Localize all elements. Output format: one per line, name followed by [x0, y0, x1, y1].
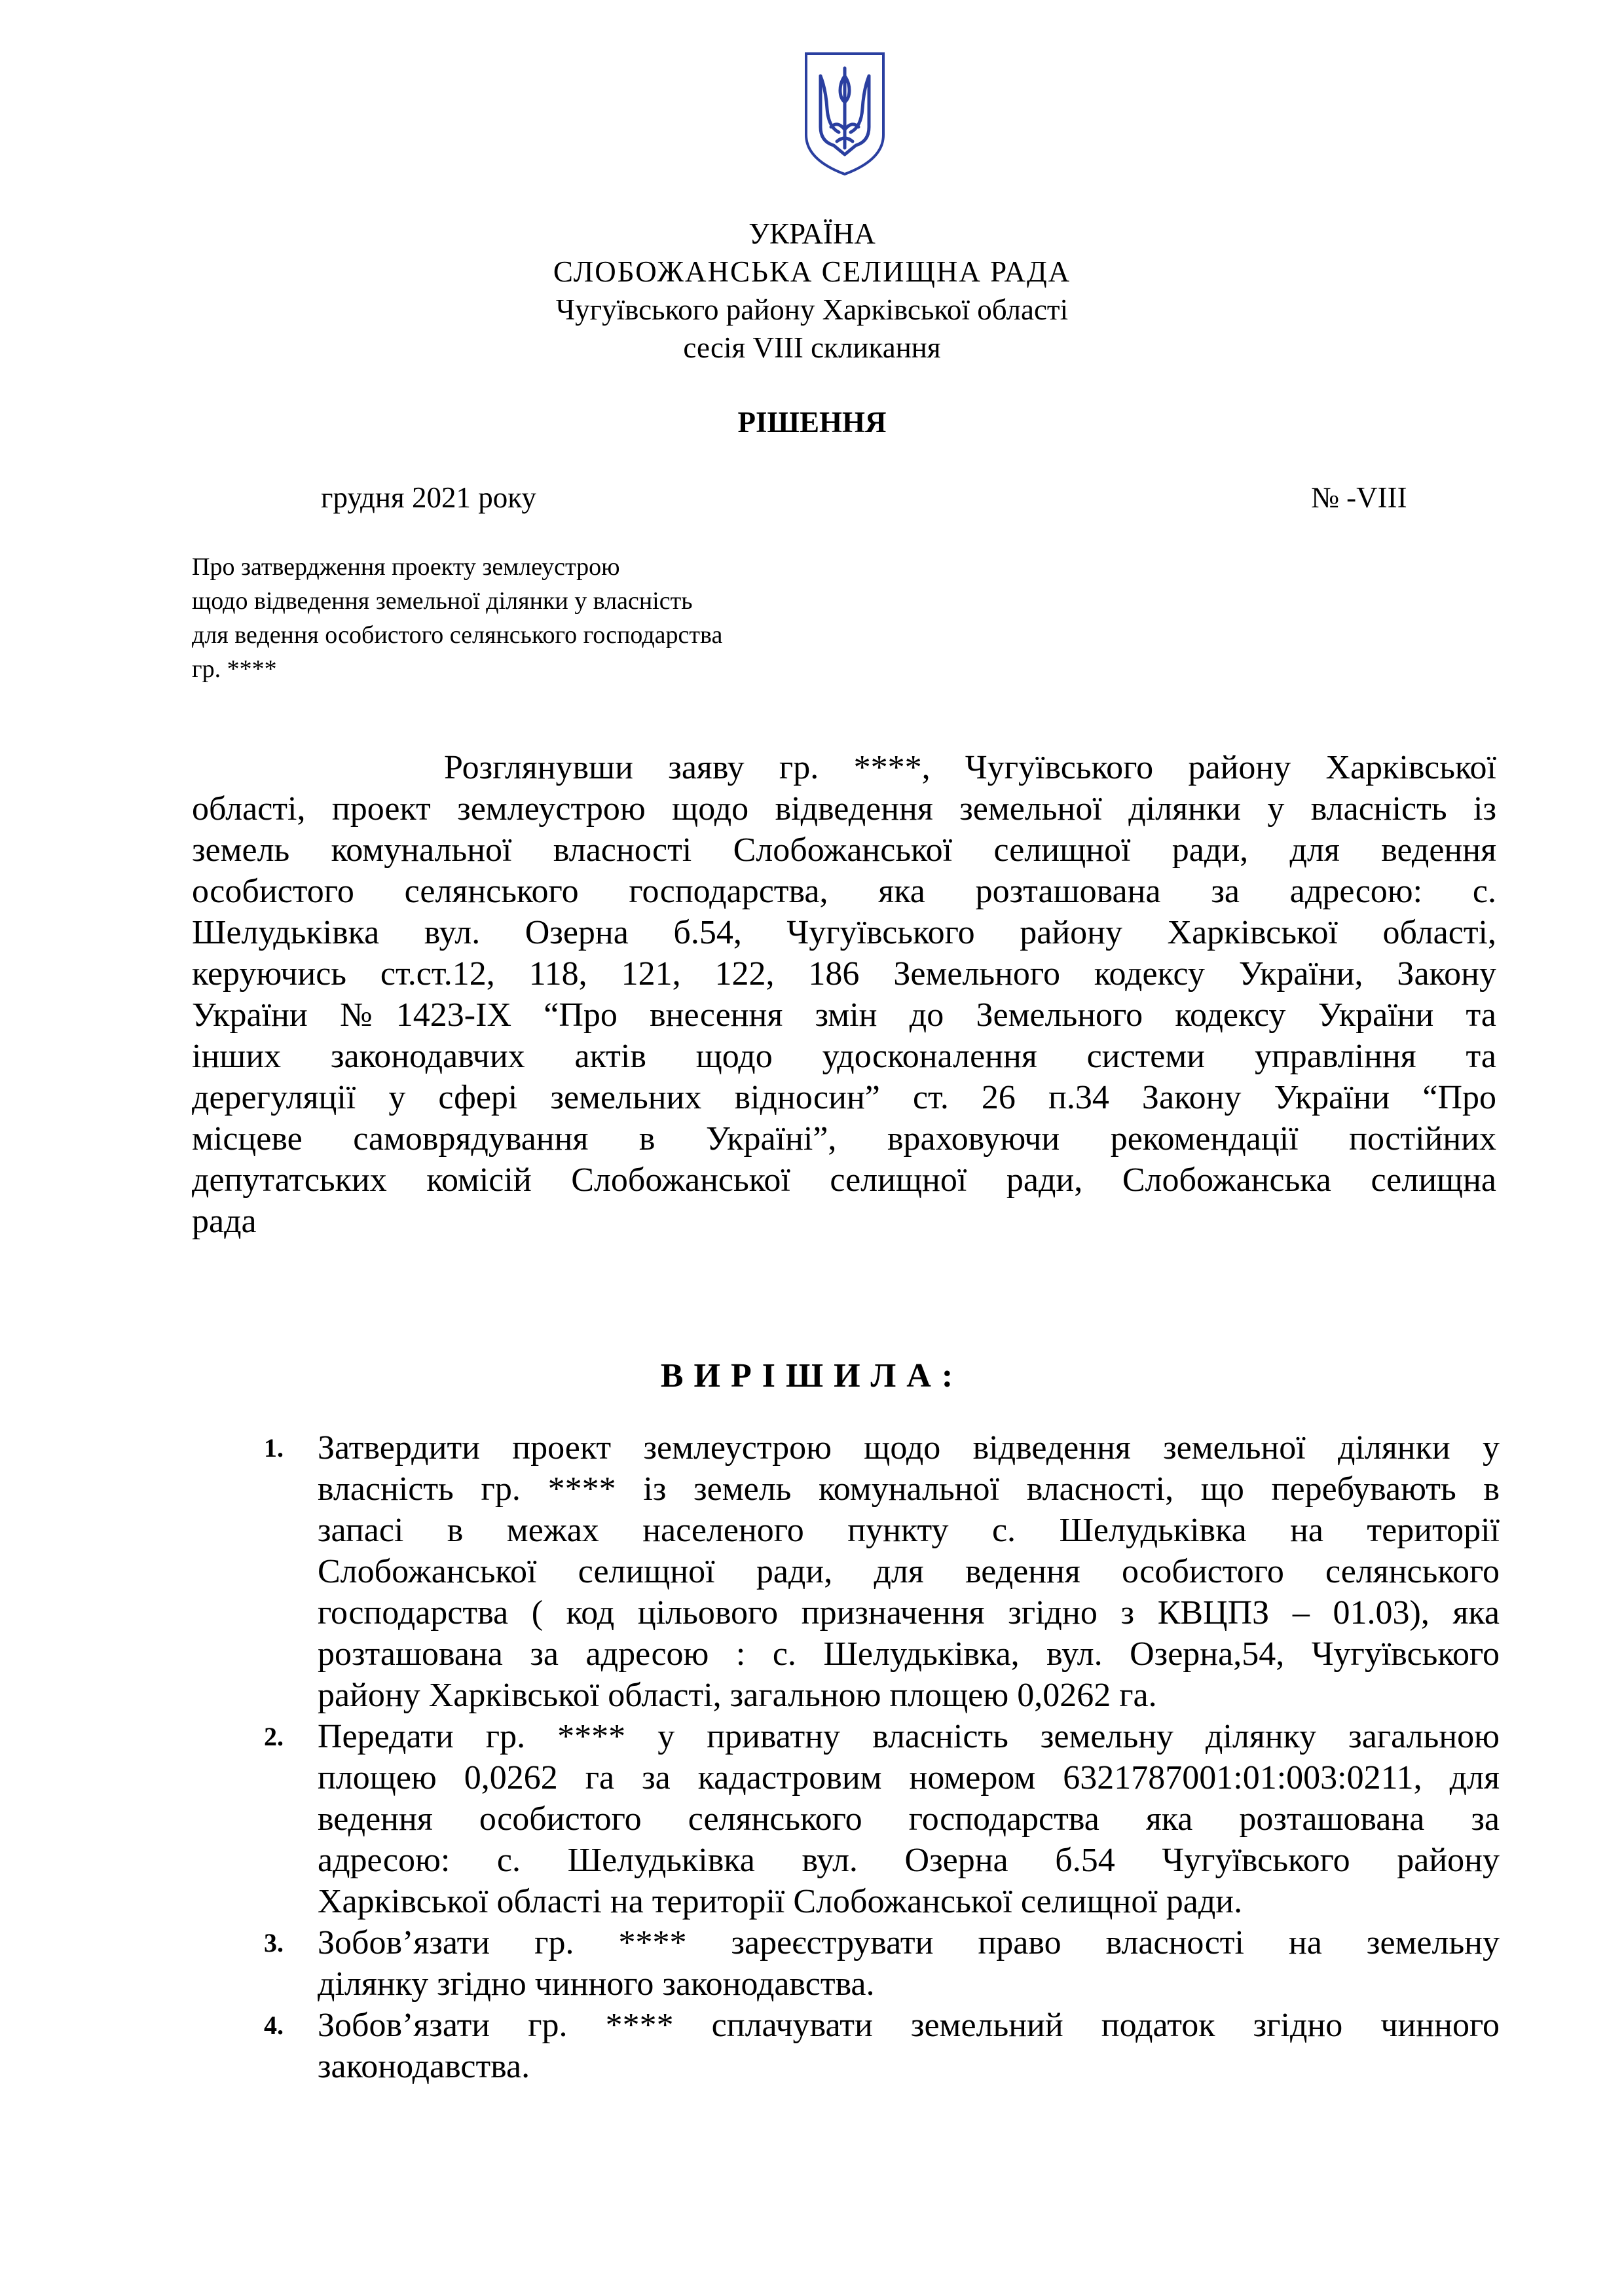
preamble-line: області, проект землеустрою щодо відведення земельної ділянки у власність із [192, 790, 1496, 828]
district-name: Чугуївського району Харківської області [555, 293, 1069, 326]
preamble-line: Шелудьківка вул. Озерна б.54, Чугуївського району Харківської області, [192, 914, 1496, 951]
preamble-line: рада [192, 1203, 257, 1240]
item-line: ведення особистого селянського господарства яка розташована за [318, 1800, 1500, 1838]
decision-number: № -VIII [1311, 481, 1407, 514]
coat-of-arms-icon [801, 50, 889, 178]
preamble-line: України №1423-IX “Про внесення змін до Земельного кодексу України та [192, 996, 1496, 1034]
decision-subject [192, 550, 1109, 686]
item-line: адресою: с. Шелудьківка вул. Озерна б.54 Чугуївського району [318, 1842, 1500, 1879]
item-line: Затвердити проект землеустрою щодо відведення земельної ділянки у [318, 1429, 1500, 1467]
subject-line: гр. **** [192, 655, 277, 683]
session-name: сесія VIII скликання [683, 331, 941, 364]
item-line: Передати гр. **** у приватну власність земельну ділянку загальною [318, 1718, 1500, 1755]
item-line: запасі в межах населеного пункту с. Шелудьківка на території [318, 1512, 1500, 1549]
item-line: Харківської області на території Слобожанської селищної ради. [318, 1883, 1243, 1920]
resolved-heading: ВИРІШИЛА: [660, 1357, 964, 1394]
country-name: УКРАЇНА [748, 217, 876, 250]
item-line: Зобов’язати гр. **** сплачувати земельний податок згідно чинного [318, 2007, 1500, 2044]
preamble-paragraph [192, 747, 1496, 1242]
preamble-line: місцеве самоврядування в Україні”, враховуючи рекомендації постійних [192, 1120, 1496, 1157]
item-number: 1. [264, 1433, 284, 1463]
item-line: ділянку згідно чинного законодавства. [318, 1965, 875, 2003]
resolution-item [252, 1922, 1500, 2005]
preamble-line: особистого селянського господарства, яка розташована за адресою: с. [192, 873, 1496, 910]
subject-line: Про затвердження проекту землеустрою [192, 553, 620, 581]
preamble-line: керуючись ст.ст.12, 118, 121, 122, 186 Земельного кодексу України, Закону [192, 955, 1496, 993]
item-line: розташована за адресою : с. Шелудьківка, вул. Озерна,54, Чугуївського [318, 1635, 1500, 1673]
resolution-item [252, 1716, 1500, 1922]
resolution-item [252, 1427, 1500, 1716]
preamble-line: земель комунальної власності Слобожанської селищної ради, для ведення [192, 831, 1496, 869]
resolution-items [252, 1427, 1500, 2087]
item-line: району Харківської області, загальною площею 0,0262 га. [318, 1677, 1157, 1714]
item-line: власність гр. **** із земель комунальної власності, що перебувають в [318, 1470, 1500, 1508]
decision-date: грудня 2021 року [321, 481, 536, 514]
subject-line: щодо відведення земельної ділянки у власність [192, 587, 693, 615]
preamble-line: Розглянувши заяву гр. ****, Чугуївського району Харківської [444, 749, 1496, 786]
decision-title: РІШЕННЯ [737, 406, 887, 439]
item-number: 4. [264, 2011, 284, 2040]
preamble-line: депутатських комісій Слобожанської селищної ради, Слобожанська селищна [192, 1161, 1496, 1199]
subject-line: для ведення особистого селянського господарства [192, 621, 723, 649]
item-line: господарства ( код цільового призначення згідно з КВЦПЗ – 01.03), яка [318, 1594, 1500, 1631]
resolution-item [252, 2005, 1500, 2087]
item-line: законодавства. [318, 2048, 530, 2085]
item-line: Слобожанської селищної ради, для ведення особистого селянського [318, 1553, 1500, 1590]
council-name: СЛОБОЖАНСЬКА СЕЛИЩНА РАДА [553, 255, 1071, 288]
item-line: площею 0,0262 га за кадастровим номером 6321787001:01:003:0211, для [318, 1759, 1500, 1796]
item-line: Зобов’язати гр. **** зареєструвати право власності на земельну [318, 1924, 1500, 1961]
item-number: 3. [264, 1928, 284, 1958]
item-number: 2. [264, 1722, 284, 1751]
preamble-line: інших законодавчих актів щодо удосконалення системи управління та [192, 1038, 1496, 1075]
preamble-line: дерегуляції у сфері земельних відносин” ст. 26 п.34 Закону України “Про [192, 1079, 1496, 1116]
